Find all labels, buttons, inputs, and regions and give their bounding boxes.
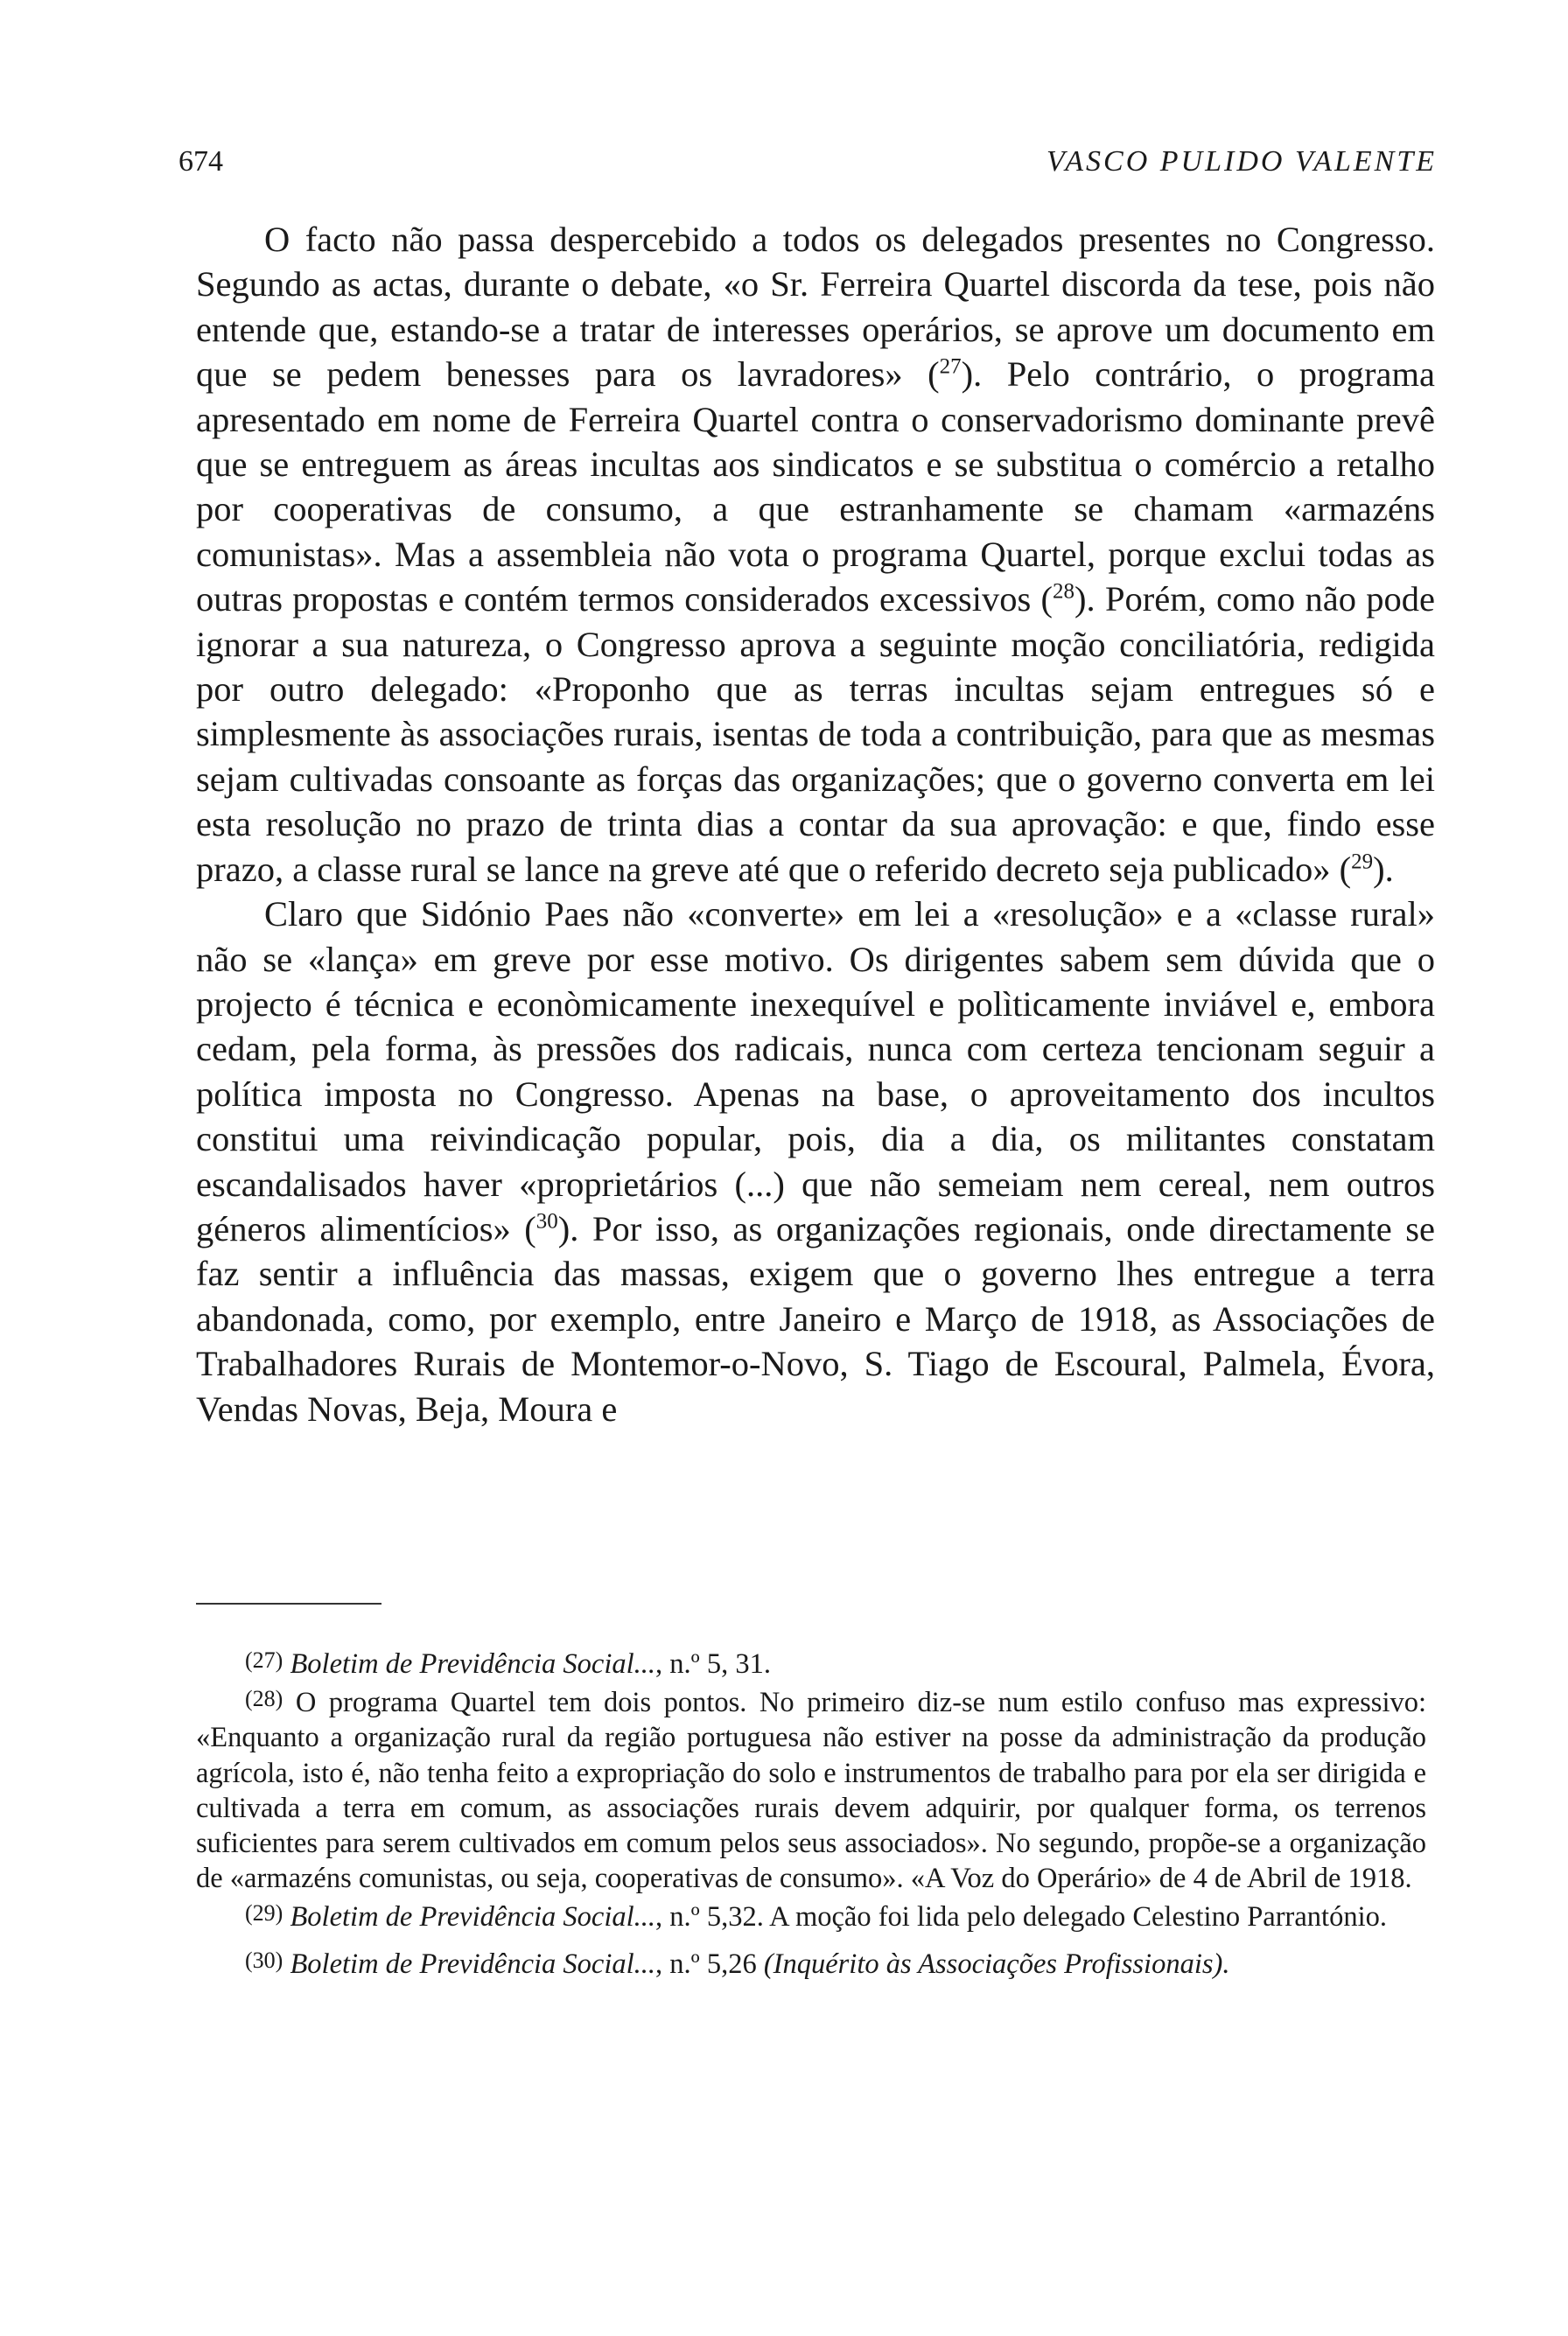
footnote-28 <box>196 1682 1426 1896</box>
footnote-ref-28: 28 <box>1053 579 1075 604</box>
paragraph-1-part-3: ). Porém, como não pode ignorar a sua natureza, o Congresso aprova a seguinte moção conciliatória, redigida por outro delegado: «Proponho que as terras incultas sejam entregues só e simplesmente às associações rurais, isentas de toda a contribuição, para que as mesmas sejam cultivadas consoante as forças das organizações; que o governo converta em lei esta resolução no prazo de trinta dias a contar da sua aprovação: e que, findo esse prazo, a classe rural se lance na greve até que o referido decreto seja publicado» ( <box>196 579 1436 889</box>
footnote-29-source: Boletim de Previdência Social... <box>290 1901 656 1934</box>
footnote-27-number: (27) <box>245 1647 284 1673</box>
footnote-ref-30: 30 <box>536 1209 558 1234</box>
paragraph-1-part-4: ). <box>1373 849 1394 889</box>
paragraph-2-part-1: Claro que Sidónio Paes não «converte» em lei a «resolução» e a «classe rural» não se «lança» em greve por esse motivo. Os dirigentes sabem sem dúvida que o projecto é técnica e econòmicamente inexequível e polìticamente inviável e, embora cedam, pela forma, às pressões dos radicais, nunca com certeza tencionam seguir a política imposta no Congresso. Apenas na base, o aproveitamento dos incultos constitui uma reivindicação popular, pois, dia a dia, os militantes constatam escandalisados haver «proprietários (...) que não semeiam nem cereal, nem outros géneros alimentícios» ( <box>196 894 1435 1248</box>
footnote-ref-27: 27 <box>939 354 962 379</box>
footnote-30-source: Boletim de Previdência Social... <box>290 1948 656 1980</box>
footnote-27 <box>196 1643 1426 1682</box>
footnote-29-number: (29) <box>245 1900 284 1927</box>
footnote-29 <box>196 1896 1426 1934</box>
footnote-29-text: , n.º 5,32. A moção foi lida pelo delegado Celestino Parrantónio. <box>655 1901 1387 1934</box>
paragraph-1-part-2: ). Pelo contrário, o programa apresentado em nome de Ferreira Quartel contra o conservadorismo dominante prevê que se entreguem as áreas incultas aos sindicatos e se substitua o comércio a retalho por cooperativas de consumo, a que estranhamente se chamam «armazéns comunistas». Mas a assembleia não vota o programa Quartel, porque exclui todas as outras propostas e contém termos considerados excessivos ( <box>196 354 1435 619</box>
running-title: VASCO PULIDO VALENTE <box>1046 145 1437 178</box>
footnote-28-text: O programa Quartel tem dois pontos. No primeiro diz-se num estilo confuso mas expressivo: «Enquanto a organização rural da região portuguesa não estiver na posse da administração da produção agrícola, isto é, não tenha feito a expropriação do solo e instrumentos de trabalho para por ela ser dirigida e cultivada a terra em comum, as associações rurais devem adquirir, por qualquer forma, os terrenos suficientes para serem cultivados em comum pelos seus associados». No segundo, propõe-se a organização de «armazéns comunistas, ou seja, cooperativas de consumo». «A Voz do Operário» de 4 de Abril de 1918. <box>196 1687 1427 1895</box>
paragraph-1-part-1: O facto não passa despercebido a todos os delegados presentes no Congresso. Segundo as actas, durante o debate, «o Sr. Ferreira Quartel discorda da tese, pois não entende que, estando-se a tratar de interesses operários, se aprove um documento em que se pedem benesses para os lavradores» ( <box>196 220 1435 395</box>
footnote-30-text: , n.º 5,26 <box>655 1948 764 1980</box>
paragraph-2 <box>196 892 1435 1431</box>
footnote-30-number: (30) <box>245 1947 284 1973</box>
footnote-27-text: , n.º 5, 31. <box>655 1648 771 1680</box>
footnote-27-source: Boletim de Previdência Social... <box>290 1648 656 1680</box>
paragraph-1 <box>196 217 1435 892</box>
footnote-28-number: (28) <box>245 1686 284 1712</box>
main-text <box>196 217 1435 1431</box>
footnotes <box>196 1643 1427 1982</box>
footnote-30 <box>196 1943 1426 1982</box>
footnote-30-inquiry: (Inquérito às Associações Profissionais). <box>763 1948 1230 1980</box>
running-header <box>178 140 1437 184</box>
footnote-ref-29: 29 <box>1351 850 1374 874</box>
footnote-separator <box>196 1603 382 1605</box>
page-number: 674 <box>178 145 223 178</box>
paragraph-2-part-2: ). Por isso, as organizações regionais, onde directamente se faz sentir a influência das massas, exigem que o governo lhes entregue a terra abandonada, como, por exemplo, entre Janeiro e Março de 1918, as Associações de Trabalhadores Rurais de Montemor-o-Novo, S. Tiago de Escoural, Palmela, Évora, Vendas Novas, Beja, Moura e <box>196 1208 1435 1429</box>
